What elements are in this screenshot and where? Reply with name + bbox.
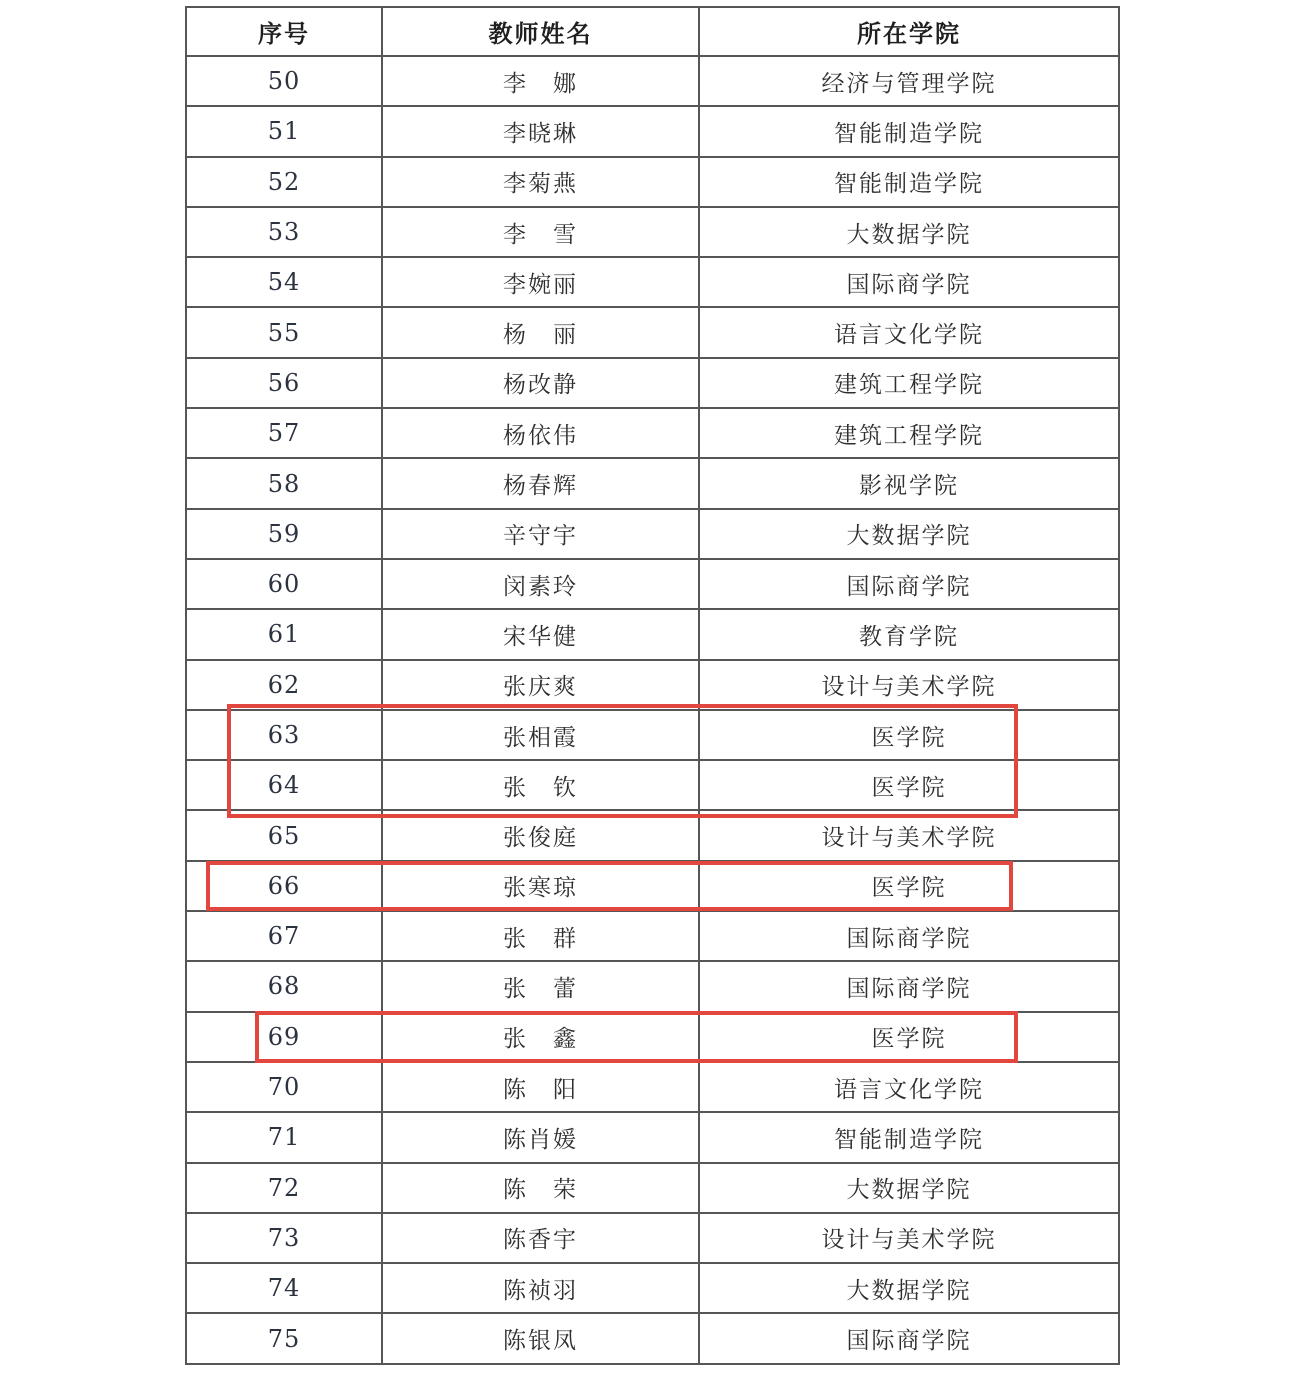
- table-header-row: [186, 7, 1119, 56]
- table-row: [186, 760, 1119, 810]
- table-row: [186, 710, 1119, 760]
- teacher-name-cell: 杨依伟: [382, 408, 699, 458]
- header-cell-teacher-name: 教师姓名: [382, 7, 699, 56]
- row-number-cell: 58: [186, 458, 382, 508]
- row-number-cell: 72: [186, 1163, 382, 1213]
- row-number-cell: 55: [186, 307, 382, 357]
- teacher-name-cell: 陈祯羽: [382, 1263, 699, 1313]
- table-row: [186, 106, 1119, 156]
- teacher-name-cell: 张俊庭: [382, 810, 699, 860]
- teacher-name-cell: 张相霞: [382, 710, 699, 760]
- table-row: [186, 1163, 1119, 1213]
- college-cell: 医学院: [699, 710, 1119, 760]
- teacher-name-cell: 宋华健: [382, 609, 699, 659]
- row-number-cell: 50: [186, 56, 382, 106]
- row-number-cell: 52: [186, 157, 382, 207]
- college-cell: 医学院: [699, 1012, 1119, 1062]
- teacher-name-cell: 辛守宇: [382, 509, 699, 559]
- teacher-name-cell: 陈银凤: [382, 1313, 699, 1363]
- table-row: [186, 911, 1119, 961]
- college-cell: 大数据学院: [699, 1263, 1119, 1313]
- teacher-name-cell: 陈 荣: [382, 1163, 699, 1213]
- college-cell: 大数据学院: [699, 1163, 1119, 1213]
- teacher-name-cell: 陈肖媛: [382, 1112, 699, 1162]
- college-cell: 语言文化学院: [699, 1062, 1119, 1112]
- table-row: [186, 1313, 1119, 1363]
- table-row: [186, 810, 1119, 860]
- teacher-name-cell: 杨改静: [382, 358, 699, 408]
- table-row: [186, 307, 1119, 357]
- college-cell: 智能制造学院: [699, 106, 1119, 156]
- row-number-cell: 60: [186, 559, 382, 609]
- table-row: [186, 609, 1119, 659]
- row-number-cell: 74: [186, 1263, 382, 1313]
- college-cell: 国际商学院: [699, 257, 1119, 307]
- college-cell: 国际商学院: [699, 559, 1119, 609]
- college-cell: 医学院: [699, 861, 1119, 911]
- table-row: [186, 1012, 1119, 1062]
- teacher-name-cell: 陈 阳: [382, 1062, 699, 1112]
- row-number-cell: 59: [186, 509, 382, 559]
- teacher-name-cell: 陈香宇: [382, 1213, 699, 1263]
- table-row: [186, 257, 1119, 307]
- college-cell: 语言文化学院: [699, 307, 1119, 357]
- table-row: [186, 961, 1119, 1011]
- row-number-cell: 61: [186, 609, 382, 659]
- row-number-cell: 63: [186, 710, 382, 760]
- teacher-name-cell: 李晓琳: [382, 106, 699, 156]
- college-cell: 建筑工程学院: [699, 408, 1119, 458]
- table-row: [186, 56, 1119, 106]
- teacher-name-cell: 张 鑫: [382, 1012, 699, 1062]
- teacher-name-cell: 杨春辉: [382, 458, 699, 508]
- row-number-cell: 65: [186, 810, 382, 860]
- table-row: [186, 1213, 1119, 1263]
- row-number-cell: 67: [186, 911, 382, 961]
- table-row: [186, 509, 1119, 559]
- teacher-name-cell: 张 蕾: [382, 961, 699, 1011]
- row-number-cell: 62: [186, 660, 382, 710]
- college-cell: 设计与美术学院: [699, 810, 1119, 860]
- college-cell: 影视学院: [699, 458, 1119, 508]
- teacher-name-cell: 杨 丽: [382, 307, 699, 357]
- college-cell: 智能制造学院: [699, 157, 1119, 207]
- college-cell: 国际商学院: [699, 1313, 1119, 1363]
- row-number-cell: 75: [186, 1313, 382, 1363]
- teacher-roster-table: [185, 6, 1120, 1365]
- row-number-cell: 73: [186, 1213, 382, 1263]
- college-cell: 国际商学院: [699, 961, 1119, 1011]
- college-cell: 国际商学院: [699, 911, 1119, 961]
- row-number-cell: 57: [186, 408, 382, 458]
- college-cell: 教育学院: [699, 609, 1119, 659]
- college-cell: 建筑工程学院: [699, 358, 1119, 408]
- header-cell-index: 序号: [186, 7, 382, 56]
- row-number-cell: 66: [186, 861, 382, 911]
- table-row: [186, 1062, 1119, 1112]
- teacher-name-cell: 李菊燕: [382, 157, 699, 207]
- row-number-cell: 70: [186, 1062, 382, 1112]
- teacher-name-cell: 李 雪: [382, 207, 699, 257]
- table-row: [186, 157, 1119, 207]
- row-number-cell: 71: [186, 1112, 382, 1162]
- teacher-name-cell: 李婉丽: [382, 257, 699, 307]
- college-cell: 设计与美术学院: [699, 1213, 1119, 1263]
- table-row: [186, 408, 1119, 458]
- row-number-cell: 69: [186, 1012, 382, 1062]
- table-row: [186, 1263, 1119, 1313]
- table-row: [186, 861, 1119, 911]
- table-row: [186, 458, 1119, 508]
- row-number-cell: 68: [186, 961, 382, 1011]
- table-row: [186, 207, 1119, 257]
- row-number-cell: 54: [186, 257, 382, 307]
- teacher-name-cell: 张 群: [382, 911, 699, 961]
- college-cell: 大数据学院: [699, 509, 1119, 559]
- teacher-name-cell: 张寒琼: [382, 861, 699, 911]
- college-cell: 经济与管理学院: [699, 56, 1119, 106]
- row-number-cell: 51: [186, 106, 382, 156]
- row-number-cell: 53: [186, 207, 382, 257]
- college-cell: 大数据学院: [699, 207, 1119, 257]
- teacher-table-body: [186, 56, 1119, 1364]
- teacher-name-cell: 张庆爽: [382, 660, 699, 710]
- table-row: [186, 660, 1119, 710]
- teacher-name-cell: 李 娜: [382, 56, 699, 106]
- table-row: [186, 559, 1119, 609]
- table-row: [186, 1112, 1119, 1162]
- row-number-cell: 56: [186, 358, 382, 408]
- college-cell: 智能制造学院: [699, 1112, 1119, 1162]
- teacher-name-cell: 张 钦: [382, 760, 699, 810]
- row-number-cell: 64: [186, 760, 382, 810]
- header-cell-college: 所在学院: [699, 7, 1119, 56]
- table-row: [186, 358, 1119, 408]
- teacher-name-cell: 闵素玲: [382, 559, 699, 609]
- college-cell: 医学院: [699, 760, 1119, 810]
- college-cell: 设计与美术学院: [699, 660, 1119, 710]
